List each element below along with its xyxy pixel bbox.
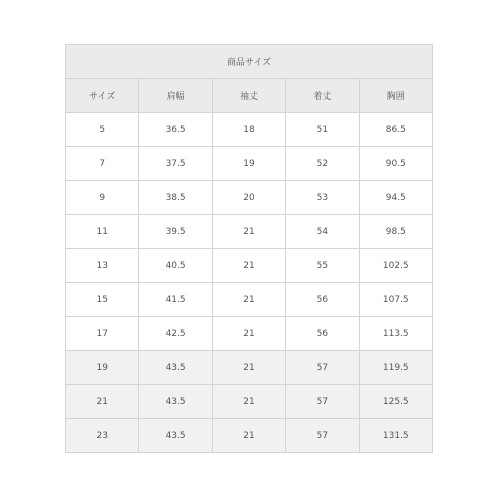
cell-shoulder-width: 40.5	[139, 249, 212, 283]
cell-body-length: 52	[286, 147, 359, 181]
cell-chest: 86.5	[359, 113, 432, 147]
table-row	[66, 215, 433, 249]
cell-size: 19	[66, 351, 139, 385]
cell-size: 5	[66, 113, 139, 147]
cell-body-length: 55	[286, 249, 359, 283]
table-row	[66, 147, 433, 181]
cell-chest: 98.5	[359, 215, 432, 249]
cell-shoulder-width: 36.5	[139, 113, 212, 147]
cell-shoulder-width: 43.5	[139, 385, 212, 419]
table-row	[66, 419, 433, 453]
table-header-row	[66, 79, 433, 113]
cell-chest: 90.5	[359, 147, 432, 181]
cell-size: 9	[66, 181, 139, 215]
header-chest: 胸囲	[359, 79, 432, 113]
cell-chest: 131.5	[359, 419, 432, 453]
cell-body-length: 57	[286, 351, 359, 385]
cell-body-length: 57	[286, 419, 359, 453]
cell-sleeve-length: 18	[212, 113, 285, 147]
cell-shoulder-width: 41.5	[139, 283, 212, 317]
cell-sleeve-length: 21	[212, 419, 285, 453]
table-row	[66, 351, 433, 385]
cell-chest: 102.5	[359, 249, 432, 283]
cell-sleeve-length: 21	[212, 249, 285, 283]
cell-body-length: 56	[286, 317, 359, 351]
cell-sleeve-length: 19	[212, 147, 285, 181]
cell-shoulder-width: 37.5	[139, 147, 212, 181]
table-row	[66, 317, 433, 351]
cell-sleeve-length: 21	[212, 215, 285, 249]
cell-chest: 107.5	[359, 283, 432, 317]
table-title: 商品サイズ	[66, 45, 433, 79]
table-row	[66, 385, 433, 419]
cell-sleeve-length: 21	[212, 351, 285, 385]
cell-sleeve-length: 21	[212, 385, 285, 419]
cell-chest: 94.5	[359, 181, 432, 215]
cell-body-length: 56	[286, 283, 359, 317]
header-sleeve-length: 袖丈	[212, 79, 285, 113]
header-size: サイズ	[66, 79, 139, 113]
cell-sleeve-length: 20	[212, 181, 285, 215]
cell-chest: 113.5	[359, 317, 432, 351]
cell-size: 17	[66, 317, 139, 351]
cell-size: 11	[66, 215, 139, 249]
cell-chest: 125.5	[359, 385, 432, 419]
cell-body-length: 51	[286, 113, 359, 147]
cell-body-length: 54	[286, 215, 359, 249]
table-title-row	[66, 45, 433, 79]
size-table-container	[65, 44, 433, 453]
cell-sleeve-length: 21	[212, 283, 285, 317]
cell-size: 15	[66, 283, 139, 317]
cell-chest: 119.5	[359, 351, 432, 385]
cell-shoulder-width: 39.5	[139, 215, 212, 249]
cell-shoulder-width: 43.5	[139, 351, 212, 385]
cell-sleeve-length: 21	[212, 317, 285, 351]
table-row	[66, 181, 433, 215]
cell-shoulder-width: 38.5	[139, 181, 212, 215]
header-shoulder-width: 肩幅	[139, 79, 212, 113]
cell-body-length: 53	[286, 181, 359, 215]
table-row	[66, 113, 433, 147]
cell-size: 23	[66, 419, 139, 453]
cell-shoulder-width: 43.5	[139, 419, 212, 453]
cell-size: 7	[66, 147, 139, 181]
cell-body-length: 57	[286, 385, 359, 419]
size-table	[65, 44, 433, 453]
table-row	[66, 249, 433, 283]
table-body	[66, 113, 433, 453]
cell-size: 21	[66, 385, 139, 419]
header-body-length: 着丈	[286, 79, 359, 113]
cell-shoulder-width: 42.5	[139, 317, 212, 351]
table-row	[66, 283, 433, 317]
cell-size: 13	[66, 249, 139, 283]
